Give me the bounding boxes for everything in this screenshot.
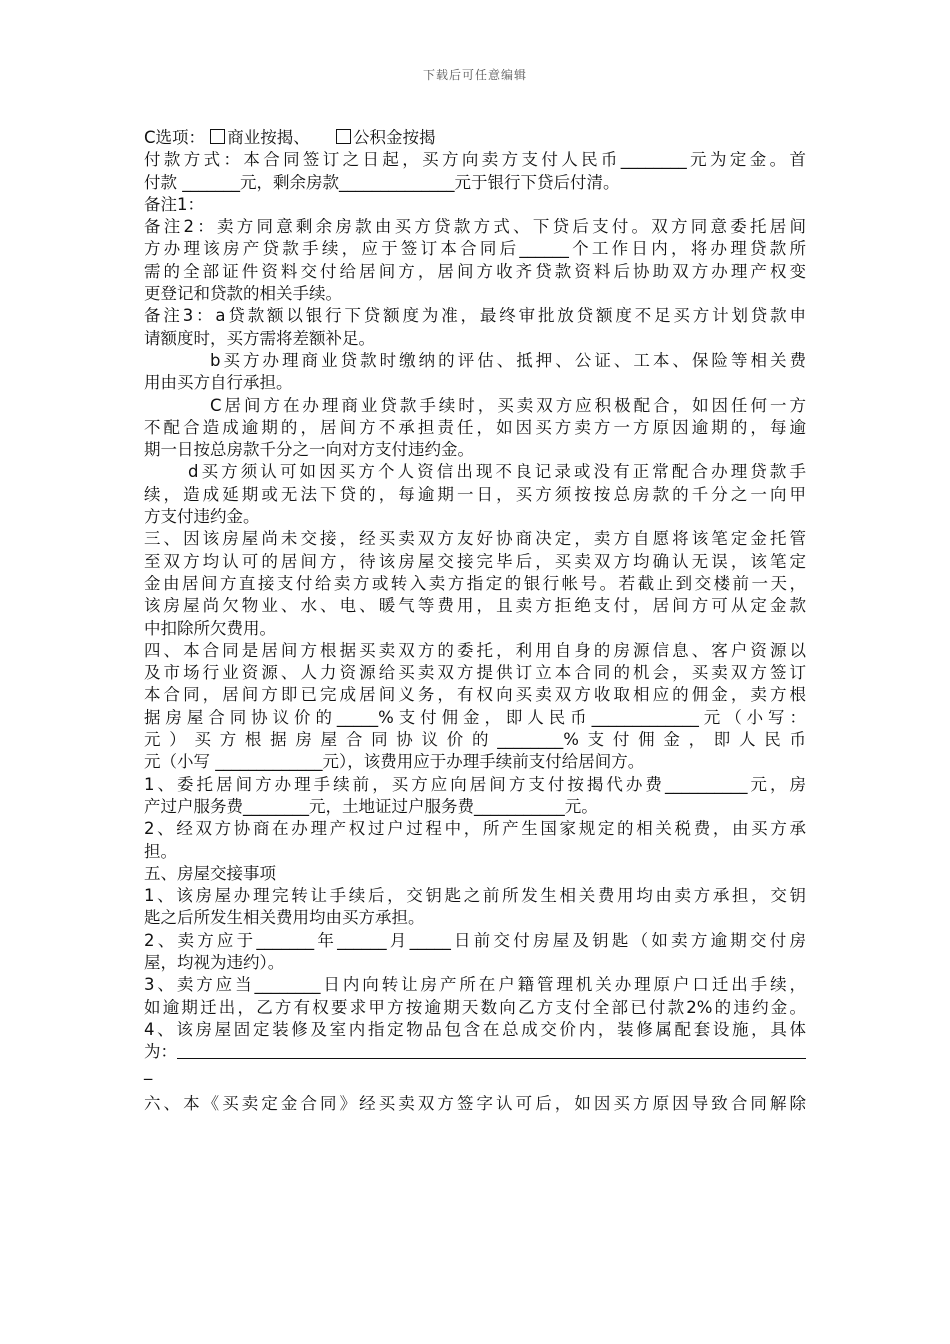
c-option-line — [144, 127, 806, 149]
section-5-title: 五、房屋交接事项 — [144, 863, 276, 883]
note-2-line: 需的全部证件资料交付给居间方，居间方收齐贷款资料后协助双方办理产权变 — [144, 261, 806, 281]
section-3-line: 金由居间方直接支付给卖方或转入卖方指定的银行帐号。若截止到交楼前一天， — [144, 573, 806, 593]
item-4-1-line: 1、委托居间方办理手续前，买方应向居间方支付按揭代办费__________元，房 — [144, 774, 806, 794]
section-3-line: 该房屋尚欠物业、水、电、暖气等费用，且卖方拒绝支付，居间方可从定金款 — [144, 596, 806, 616]
section-3-line: 至双方均认可的居间方，待该房屋交接完毕后，买卖双方均确认无误，该笔定 — [144, 551, 806, 571]
section-5-item-4-prefix: 为： — [144, 1042, 177, 1062]
note-3-line: 备注3：a贷款额以银行下贷额度为准，最终审批放贷额度不足买方计划贷款申 — [144, 306, 806, 326]
section-4-line: 元）买方根据房屋合同协议价的________%支付佣金，即人民币 — [144, 730, 806, 750]
option-provident-fund-label: 公积金按揭 — [353, 128, 436, 147]
checkbox-provident-fund-loan[interactable] — [336, 129, 351, 144]
note-3d-line: 方支付违约金。 — [144, 507, 260, 527]
note-3d-line: d买方须认可如因买方个人资信出现不良记录或没有正常配合办理贷款手 — [188, 462, 806, 482]
note-3d-line: 续，造成延期或无法下贷的，每逾期一日，买方须按按总房款的千分之一向甲 — [144, 484, 806, 504]
payment-line-1: 付款方式：本合同签订之日起，买方向卖方支付人民币________元为定金。首 — [144, 150, 806, 170]
page-header: 下载后可任意编辑 — [422, 68, 527, 82]
section-5-item-4-line: 4、该房屋固定装修及室内指定物品包含在总成交价内，装修属配套设施，具体 — [144, 1019, 806, 1039]
section-5-item-3-line: 3、卖方应当________日内向转让房产所在户籍管理机关办理原户口迁出手续， — [144, 975, 806, 995]
c-option-prefix: C选项： — [144, 128, 206, 147]
note-3c-line: C居间方在办理商业贷款手续时，买卖双方应积极配合，如因任何一方 — [210, 395, 806, 415]
section-5-item-4-line-2 — [144, 1041, 806, 1063]
note-3b-line: 用由买方自行承担。 — [144, 373, 293, 393]
section-5-item-2-line: 屋，均视为违约）。 — [144, 952, 285, 972]
item-4-2-line: 担。 — [144, 841, 177, 861]
note-2-line: 备注2：卖方同意剩余房款由买方贷款方式、下贷后支付。双方同意委托居间 — [144, 217, 806, 237]
note-1: 备注1： — [144, 194, 204, 214]
section-4-line: 据房屋合同协议价的_____%支付佣金，即人民币_____________元（小写： — [144, 707, 806, 727]
section-5-item-4-trailing: _ — [144, 1061, 153, 1081]
note-3-line: 请额度时，买方需将差额补足。 — [144, 328, 375, 348]
section-5-item-1-line: 1、该房屋办理完转让手续后，交钥匙之前所发生相关费用均由卖方承担，交钥 — [144, 886, 806, 906]
note-3c-line: 期一日按总房款千分之一向对方支付违约金。 — [144, 440, 474, 460]
fixtures-blank-line[interactable] — [177, 1042, 806, 1059]
note-2-line: 方办理该房产贷款手续，应于签订本合同后______个工作日内，将办理贷款所 — [144, 239, 806, 259]
option-commercial-loan-label: 商业按揭、 — [227, 128, 310, 147]
section-3-line: 三、因该房屋尚未交接，经买卖双方友好协商决定，卖方自愿将该笔定金托管 — [144, 529, 806, 549]
note-2-line: 更登记和贷款的相关手续。 — [144, 284, 342, 304]
section-5-item-2-line: 2、卖方应于_______年______月_____日前交付房屋及钥匙（如卖方逾期交付房 — [144, 930, 806, 950]
section-4-line: 四、本合同是居间方根据买卖双方的委托，利用自身的房源信息、客户资源以 — [144, 640, 806, 660]
contract-body — [144, 127, 806, 1116]
note-3c-line: 不配合造成逾期的，居间方不承担责任，如因买方卖方一方原因逾期的，每逾 — [144, 417, 806, 437]
item-4-2-line: 2、经双方协商在办理产权过户过程中，所产生国家规定的相关税费，由买方承 — [144, 819, 806, 839]
section-4-line: 本合同，居间方即已完成居间义务，有权向买卖双方收取相应的佣金，卖方根 — [144, 685, 806, 705]
section-5-item-1-line: 匙之后所发生相关费用均由买方承担。 — [144, 908, 425, 928]
note-3b-line: b买方办理商业贷款时缴纳的评估、抵押、公证、工本、保险等相关费 — [210, 350, 806, 370]
payment-line-2: 付款 _______元，剩余房款______________元于银行下贷后付清。 — [144, 172, 620, 192]
item-4-1-line: 产过户服务费________元，土地证过户服务费___________元。 — [144, 796, 598, 816]
checkbox-commercial-loan[interactable] — [210, 129, 225, 144]
section-3-line: 中扣除所欠费用。 — [144, 618, 276, 638]
section-6-line: 六、本《买卖定金合同》经买卖双方签字认可后，如因买方原因导致合同解除 — [144, 1094, 806, 1114]
section-5-item-3-line: 如逾期迁出，乙方有权要求甲方按逾期天数向乙方支付全部已付款2%的违约金。 — [144, 997, 806, 1017]
section-4-line: 元（小写 _____________元），该费用应于办理手续前支付给居间方。 — [144, 752, 645, 772]
section-4-line: 及市场行业资源、人力资源给买卖双方提供订立本合同的机会，买卖双方签订 — [144, 663, 806, 683]
